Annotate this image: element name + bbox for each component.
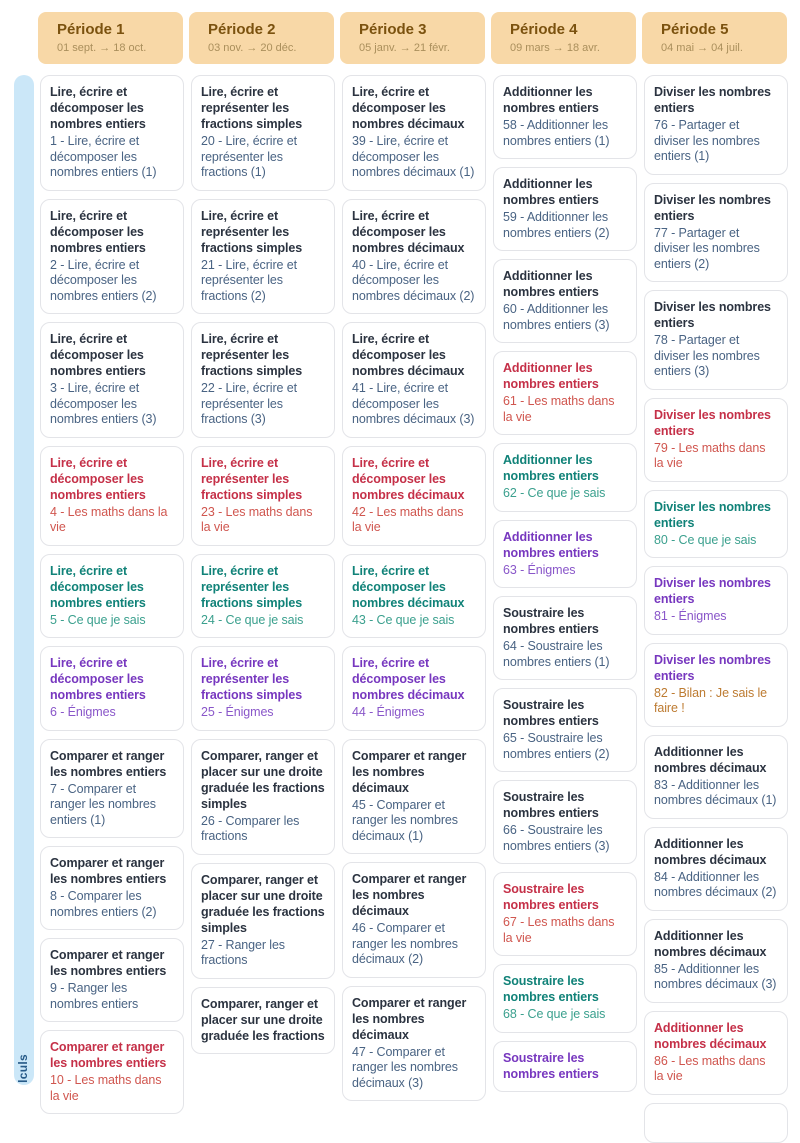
lesson-card[interactable] [191,322,335,438]
lesson-card-title: Soustraire les nombres entiers [503,698,599,728]
period-dates: 04 mai → 04 juil. [661,42,743,54]
lesson-card-title: Diviser les nombres entiers [654,300,771,330]
lesson-card-title: Additionner les nombres entiers [503,529,599,560]
board-columns [40,75,788,1143]
lesson-card-title: Lire, écrire et décomposer les nombres décimaux [352,208,465,255]
lesson-card[interactable] [342,646,486,731]
lesson-card[interactable] [40,199,184,315]
lesson-card-subtitle: 68 - Ce que je sais [503,1007,606,1021]
lesson-card-title: Additionner les nombres entiers [503,269,599,299]
lesson-card[interactable] [40,554,184,639]
lesson-card[interactable] [342,554,486,639]
lesson-card-title: Lire, écrire et décomposer les nombres entiers [50,563,146,610]
lesson-card-title: Lire, écrire et représenter les fractions simples [201,656,303,702]
period-title: Période 5 [661,21,729,38]
lesson-card-subtitle: 80 - Ce que je sais [654,532,757,547]
lesson-card-title: Additionner les nombres décimaux [654,928,767,959]
lesson-card-title: Lire, écrire et décomposer les nombres décimaux [352,85,465,131]
lesson-card-subtitle: 61 - Les maths dans la vie [503,394,615,424]
lesson-card[interactable] [644,735,788,819]
lesson-card[interactable] [40,75,184,191]
lesson-card-subtitle: 21 - Lire, écrire et représenter les fractions (2) [201,257,297,303]
period-chip-3[interactable] [340,12,485,64]
lesson-card[interactable] [342,446,486,546]
lesson-card-title: Diviser les nombres entiers [654,192,771,223]
lesson-card-subtitle: 46 - Comparer et ranger les nombres décimaux (2) [352,921,458,966]
lesson-card-subtitle: 23 - Les maths dans la vie [201,504,313,534]
lesson-card-title: Comparer et ranger les nombres entiers [50,948,167,978]
lesson-card-title: Lire, écrire et décomposer les nombres entiers [50,208,146,255]
lesson-card[interactable] [40,1030,184,1114]
lesson-card[interactable] [191,739,335,855]
lesson-card-title: Soustraire les nombres entiers [503,790,599,820]
lesson-card-title: Lire, écrire et décomposer les nombres décimaux [352,656,465,702]
lesson-card-title: Soustraire les nombres entiers [503,1050,599,1081]
lesson-card-subtitle: 82 - Bilan : Je sais le faire ! [654,685,768,715]
lesson-card-title: Comparer, ranger et placer sur une droite graduée les fractions simples [201,872,325,935]
lesson-card[interactable] [644,827,788,911]
lesson-card[interactable] [493,443,637,512]
lesson-card-title: Lire, écrire et décomposer les nombres entiers [50,332,146,378]
lesson-card[interactable] [493,351,637,435]
lesson-card[interactable] [342,862,486,978]
lesson-card-subtitle: 63 - Énigmes [503,562,576,577]
lesson-card[interactable] [40,646,184,731]
period-dates: 01 sept. → 18 oct. [57,42,147,54]
lesson-card-title: Lire, écrire et décomposer les nombres décimaux [352,455,465,502]
lesson-card-subtitle: 42 - Les maths dans la vie [352,504,464,534]
lesson-card-subtitle: 25 - Énigmes [201,705,274,719]
lesson-card-subtitle: 65 - Soustraire les nombres entiers (2) [503,731,610,761]
period-title: Période 3 [359,21,427,38]
lesson-card[interactable] [644,1103,788,1143]
lesson-card[interactable] [493,780,637,864]
lesson-card-subtitle: 47 - Comparer et ranger les nombres décimaux (3) [352,1044,458,1090]
period-column-2 [191,75,335,1054]
lesson-card-title: Diviser les nombres entiers [654,499,771,530]
lesson-card-subtitle: 3 - Lire, écrire et décomposer les nombres entiers (3) [50,381,157,426]
lesson-card-subtitle: 76 - Partager et diviser les nombres entiers (1) [654,118,760,163]
lesson-card-subtitle: 79 - Les maths dans la vie [654,440,766,470]
lesson-card-subtitle: 40 - Lire, écrire et décomposer les nombres décimaux (2) [352,257,475,303]
lesson-card-subtitle: 26 - Comparer les fractions [201,813,300,843]
lesson-card-subtitle: 83 - Additionner les nombres décimaux (1) [654,777,777,807]
lesson-card[interactable] [644,1011,788,1095]
period-chip-5[interactable] [642,12,787,64]
lesson-card-title: Comparer, ranger et placer sur une droite graduée les fractions [201,996,325,1043]
lesson-card-title: Diviser les nombres entiers [654,85,771,115]
lesson-card-subtitle: 8 - Comparer les nombres entiers (2) [50,889,157,919]
lesson-card-subtitle: 81 - Énigmes [654,609,727,623]
lesson-card-subtitle: 64 - Soustraire les nombres entiers (1) [503,639,610,669]
lesson-card[interactable] [40,322,184,438]
lesson-card-title: Additionner les nombres entiers [503,453,599,483]
period-column-1 [40,75,184,1114]
lesson-card-title: Comparer et ranger les nombres décimaux [352,995,467,1042]
lesson-card-subtitle: 84 - Additionner les nombres décimaux (2) [654,869,777,899]
lesson-card[interactable] [342,322,486,438]
lesson-card-subtitle: 27 - Ranger les fractions [201,937,285,967]
lesson-card[interactable] [40,446,184,546]
lesson-card[interactable] [644,643,788,727]
lesson-card-title: Lire, écrire et décomposer les nombres entiers [50,656,146,702]
lesson-card-subtitle: 6 - Énigmes [50,705,116,719]
lesson-card-title: Additionner les nombres entiers [503,85,599,115]
period-title: Période 2 [208,21,276,38]
lesson-card-subtitle: 45 - Comparer et ranger les nombres décimaux (1) [352,797,458,843]
lesson-card-title: Comparer, ranger et placer sur une droite graduée les fractions simples [201,748,325,811]
period-column-5 [644,75,788,1143]
period-dates: 09 mars → 18 avr. [510,42,600,54]
lesson-card-subtitle: 2 - Lire, écrire et décomposer les nombres entiers (2) [50,257,157,303]
category-strip-nombres-et-calculs[interactable] [14,75,34,1085]
lesson-card-title: Soustraire les nombres entiers [503,974,599,1004]
lesson-card-subtitle: 41 - Lire, écrire et décomposer les nombres décimaux (3) [352,381,475,426]
lesson-card-subtitle: 67 - Les maths dans la vie [503,915,615,945]
lesson-card[interactable] [644,490,788,559]
lesson-card[interactable] [644,398,788,482]
lesson-card[interactable] [493,596,637,680]
lesson-card-subtitle: 7 - Comparer et ranger les nombres entiers (1) [50,781,156,827]
lesson-card[interactable] [493,520,637,589]
lesson-card-title: Lire, écrire et décomposer les nombres entiers [50,85,146,131]
period-chip-4[interactable] [491,12,636,64]
lesson-card[interactable] [342,986,486,1102]
lesson-card-title: Comparer et ranger les nombres entiers [50,856,167,886]
period-chip-2[interactable] [189,12,334,64]
lesson-card-subtitle: 24 - Ce que je sais [201,612,304,627]
lesson-card[interactable] [644,183,788,283]
lesson-card[interactable] [342,75,486,191]
lesson-card-subtitle: 1 - Lire, écrire et décomposer les nombres entiers (1) [50,134,157,179]
period-title: Période 1 [57,21,125,38]
lesson-card[interactable] [493,1041,637,1092]
lesson-card[interactable] [644,290,788,390]
lesson-card-subtitle: 9 - Ranger les nombres entiers [50,981,139,1011]
lesson-card-subtitle: 66 - Soustraire les nombres entiers (3) [503,823,610,853]
lesson-card-subtitle: 78 - Partager et diviser les nombres entiers (3) [654,333,760,378]
lesson-card[interactable] [493,167,637,251]
period-column-4 [493,75,637,1092]
lesson-card[interactable] [40,739,184,839]
lesson-card[interactable] [493,259,637,343]
lesson-card-subtitle: 20 - Lire, écrire et représenter les fractions (1) [201,134,297,179]
lesson-board [14,75,788,1143]
lesson-card[interactable] [342,199,486,315]
lesson-card[interactable] [191,863,335,979]
lesson-card-subtitle: 86 - Les maths dans la vie [654,1053,766,1083]
lesson-card-subtitle: 58 - Additionner les nombres entiers (1) [503,118,610,148]
lesson-card[interactable] [644,566,788,635]
lesson-card-title: Soustraire les nombres entiers [503,606,599,636]
lesson-card[interactable] [191,646,335,731]
lesson-card-title: Lire, écrire et représenter les fractions simples [201,332,303,378]
lesson-card-subtitle: 44 - Énigmes [352,705,425,719]
lesson-card-title: Diviser les nombres entiers [654,652,771,683]
lesson-card-title: Lire, écrire et représenter les fractions simples [201,208,303,255]
lesson-card-subtitle: 22 - Lire, écrire et représenter les fractions (3) [201,381,297,426]
lesson-card-title: Additionner les nombres décimaux [654,1020,767,1051]
lesson-card[interactable] [342,739,486,855]
lesson-card-subtitle: 60 - Additionner les nombres entiers (3) [503,302,610,332]
lesson-card[interactable] [644,919,788,1003]
lesson-card[interactable] [493,872,637,956]
lesson-card[interactable] [40,846,184,930]
lesson-card-subtitle: 77 - Partager et diviser les nombres entiers (2) [654,225,760,271]
lesson-card[interactable] [493,688,637,772]
lesson-card-title: Additionner les nombres décimaux [654,744,767,775]
lesson-card-title: Lire, écrire et représenter les fractions simples [201,455,303,502]
lesson-card-title: Lire, écrire et décomposer les nombres entiers [50,455,146,502]
lesson-card-title: Lire, écrire et décomposer les nombres décimaux [352,563,465,610]
lesson-card-subtitle: 39 - Lire, écrire et décomposer les nombres décimaux (1) [352,134,475,179]
period-header-row [38,12,787,64]
lesson-card-title: Comparer et ranger les nombres entiers [50,748,167,779]
lesson-card[interactable] [191,987,335,1054]
lesson-card-title: Additionner les nombres entiers [503,177,599,207]
period-title: Période 4 [510,21,578,38]
period-dates: 03 nov. → 20 déc. [208,42,297,54]
lesson-card-title: Diviser les nombres entiers [654,407,771,438]
period-dates: 05 janv. → 21 févr. [359,42,450,54]
lesson-card-subtitle: 85 - Additionner les nombres décimaux (3) [654,961,777,991]
category-strip-label: lculs [16,1054,30,1083]
lesson-card-title: Additionner les nombres décimaux [654,836,767,867]
lesson-card-subtitle: 43 - Ce que je sais [352,612,455,627]
lesson-card-title: Comparer et ranger les nombres entiers [50,1040,167,1070]
lesson-card[interactable] [191,75,335,191]
lesson-card-title: Additionner les nombres entiers [503,361,599,391]
lesson-card-title: Comparer et ranger les nombres décimaux [352,748,467,795]
lesson-card-title: Soustraire les nombres entiers [503,882,599,912]
lesson-card-title: Lire, écrire et représenter les fractions simples [201,85,303,131]
lesson-card-subtitle: 4 - Les maths dans la vie [50,504,168,534]
lesson-card[interactable] [40,938,184,1022]
lesson-card-subtitle: 5 - Ce que je sais [50,612,146,627]
lesson-card[interactable] [191,199,335,315]
lesson-card[interactable] [191,446,335,546]
lesson-card-subtitle: 62 - Ce que je sais [503,486,606,500]
lesson-card-title: Diviser les nombres entiers [654,576,771,606]
lesson-card[interactable] [493,964,637,1033]
period-chip-1[interactable] [38,12,183,64]
lesson-card-title: Lire, écrire et décomposer les nombres décimaux [352,332,465,378]
lesson-card[interactable] [493,75,637,159]
lesson-card-subtitle: 10 - Les maths dans la vie [50,1073,162,1103]
lesson-card-title: Comparer et ranger les nombres décimaux [352,872,467,918]
lesson-card[interactable] [644,75,788,175]
lesson-card-subtitle: 59 - Additionner les nombres entiers (2) [503,210,610,240]
lesson-card-title: Lire, écrire et représenter les fractions simples [201,563,303,610]
period-column-3 [342,75,486,1101]
lesson-card[interactable] [191,554,335,639]
